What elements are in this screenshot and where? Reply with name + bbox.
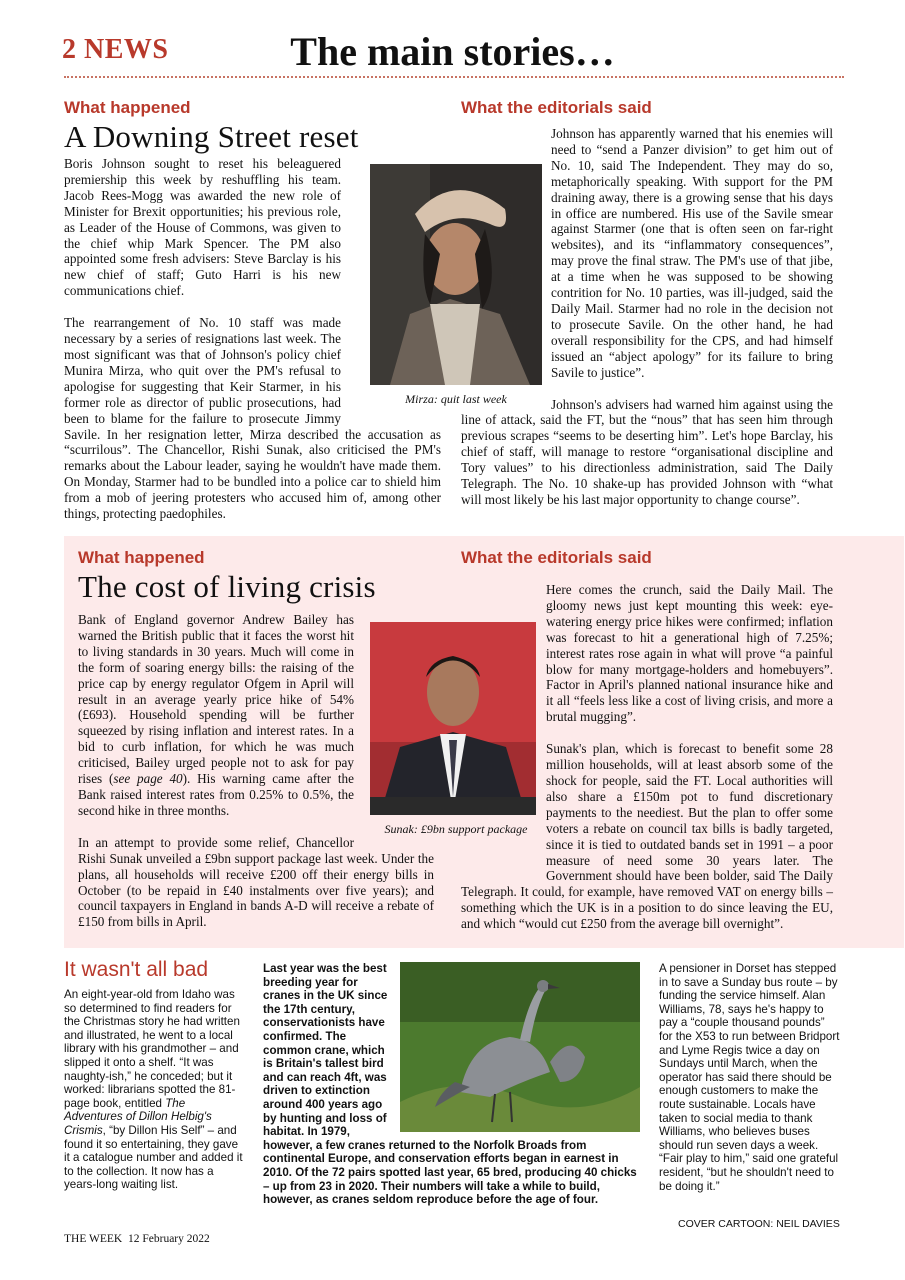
cover-credit: COVER CARTOON: NEIL DAVIES [678,1218,840,1230]
page-title: The main stories… [290,29,615,74]
story2-right-body [461,582,833,932]
story1-editorials-kicker: What the editorials said [461,98,652,117]
mirza-caption: Mirza: quit last week [405,392,507,406]
good-news-col1-b: , “by Dillon His Self” – and found it so entertaining, they gave it a catalogue number and added it to the collection. It now has a years-long waiting list. [64,1123,243,1192]
good-news-col2-text: Last year was the best breeding year for cranes in the UK since the 17th century, conservationists have confirmed. The common crane, which is Britain's tallest bird and can reach 4ft, was driven to extinction around 400 years ago by hunting and loss of habitat. In 1979, however, a few cranes returned to the Norfolk Broads from continental Europe, and conservation efforts began in earnest in 2010. Of the 72 pairs spotted last year, 65 bred, producing 40 chicks – up from 23 in 2020. Their numbers will take a while to build, however, as cranes seldom reproduce before the age of four. [263,962,637,1207]
footer-publication [64,1233,210,1245]
story2-editorials-kicker: What the editorials said [461,548,652,567]
story2-left-p1-a: Bank of England governor Andrew Bailey has warned the British public that it faces the worst hit to living standards in 30 years. Much will come in the form of soaring energy bills: the raising of the price cap by energy regulator Ofgem in April will result in an average yearly price hike of 54% (£693). Household spending will be further squeezed by rising inflation and interest rates. In a bid to curb inflation, for which he was much criticised, Bailey urged people not to ask for pay rises ( [78,612,354,787]
good-news-col3: A pensioner in Dorset has stepped in to save a Sunday bus route – by funding the service himself. Alan Williams, 78, says he's happy to pay a “couple thousand pounds” for the X53 to run between Bridport and Lyme Regis twice a day on Sundays until March, when the operator has said there should be enough customers to make the route sustainable. Locals have taken to social media to thank Williams, who believes buses should run seven days a week. “Fair play to him,” said one grateful resident, “but he shouldn't need to be doing it.” [659,962,840,1193]
story2-headline: The cost of living crisis [78,569,376,604]
story1-headline: A Downing Street reset [64,119,359,154]
story2-left-p2: In an attempt to provide some relief, Chancellor Rishi Sunak unveiled a £9bn support package last week. Under the plans, all households will receive £200 off their energy bills in October (to be repaid in £40 instalments over five years); and council taxpayers in England in bands A-D will receive a rebate of £150 from bills in April. [78,834,434,930]
story2-right-p1: Here comes the crunch, said the Daily Mail. The gloomy news just kept mounting this week: eye-watering energy price hikes were confirmed; inflation was forecast to hit a generational high of 7.25%; interest rates rose again in what will prove “a painful blow for many mortgage-holders and homebuyers”. Factor in April's planned national insurance hike and it all “feels less like a cost of living crisis, and more a brutal mugging”. [546,582,833,725]
story2-kicker: What happened [78,548,205,567]
story2-left-column [78,548,448,604]
story2-left-p1-b: ). His warning came after the Bank raised interest rates from 0.25% to 0.5%, the second hike in three months. [78,771,354,818]
story1-kicker: What happened [64,98,191,117]
good-news-title: It wasn't all bad [64,958,209,981]
book-title: The Adventures of Dillon Helbig's Crismis [64,1096,212,1137]
section-name: NEWS [84,34,169,65]
publication-name: THE WEEK [64,1233,123,1245]
page-number: 2 [62,34,77,65]
story1-right-p1: Johnson has apparently warned that his enemies will need to “send a Panzer division” to get him out of No. 10, said The Independent. They may do so, metaphorically speaking. With support for the PM draining away, there is a growing sense that his days in office are numbered. His use of the Savile smear against Starmer (one that is often seen on far-right websites), and its “inflammatory consequences”, may prove the final straw. The PM's use of that jibe, at a time when he was supposed to be showing contrition for No. 10 parties, was ill-judged, said the Daily Mail. Starmer had no role in the decision not to prosecute Savile. On the other hand, he had overall responsibility for the CPS, and had himself issued an “abject apology” for its failure to bring Savile to justice”. [551,126,833,380]
story1-left-p1: Boris Johnson sought to reset his beleaguered premiership this week by reshuffling his team. Jacob Rees-Mogg was awarded the new role of Minister for Brexit opportunities; his previous role, as Leader of the House of Commons, was given to the chief whip Mark Spencer. The PM also appointed some fresh advisers: Steve Barclay is his new chief of staff; Guto Harri is his new communications chief. [64,156,341,299]
good-news-col1 [64,988,244,1192]
story2-right-p2: Sunak's plan, which is forecast to benefit some 28 million households, will at least absorb some of the shock for people, said the FT. Local authorities will also share a £150m pot to fund discretionary payments to the neediest. But the plan to offer some voters a rebate on council tax bills is badly targeted, since it is tied to outdated bands set in 1991 – a poor measure of need some 30 years later. The Government should have been bolder, said The Daily Telegraph. It could, for example, have removed VAT on energy bills – something which the UK is in a position to do since leaving the EU, and which “would cut £250 from the average bill overnight”. [461,741,833,932]
header-divider [64,76,844,78]
story1-right-body [461,126,833,508]
page-reference: see page 40 [113,771,183,787]
story1-left-column [64,98,440,154]
crane-photo [400,962,640,1132]
story1-right-p2: Johnson's advisers had warned him against using the line of attack, said the FT, but the “nous” that has seen him through previous scrapes “seems to be deserting him”. Let's hope Barclay, his chief of staff, will manage to restore “organisational discipline and Tory values” to his directionless administration, said The Daily Telegraph. The No. 10 shake-up has provided Johnson with “what will most likely be his last major opportunity to change course”. [461,396,833,507]
sunak-caption: Sunak: £9bn support package [384,822,528,836]
story1-left-p2: The rearrangement of No. 10 staff was made necessary by a series of resignations last week. The most significant was that of Johnson's policy chief Munira Mirza, who quit over the PM's refusal to apologise for suggesting that Keir Starmer, in his former role as director of public prosecutions, had been to blame for the failure to prosecute Jimmy Savile. In her resignation letter, Mirza described the accusation as “scurrilous”. The Chancellor, Rishi Sunak, also criticised the PM's remarks about the Labour leader, saying he wouldn't have made them. On Monday, Starmer had to be bundled into a police car to shield him from a mob of jeering protesters who accused him of, among other things, protecting paedophiles. [64,315,441,522]
good-news-col1-a: An eight-year-old from Idaho was so determined to find readers for the Christmas story he had written and illustrated, he went to a local library with his grandmother – and slipped it onto a shelf. “It was naughty-ish,” he conceded; but it worked: librarians spotted the 81-page book, entitled [64,988,240,1110]
issue-date: 12 February 2022 [127,1233,210,1245]
